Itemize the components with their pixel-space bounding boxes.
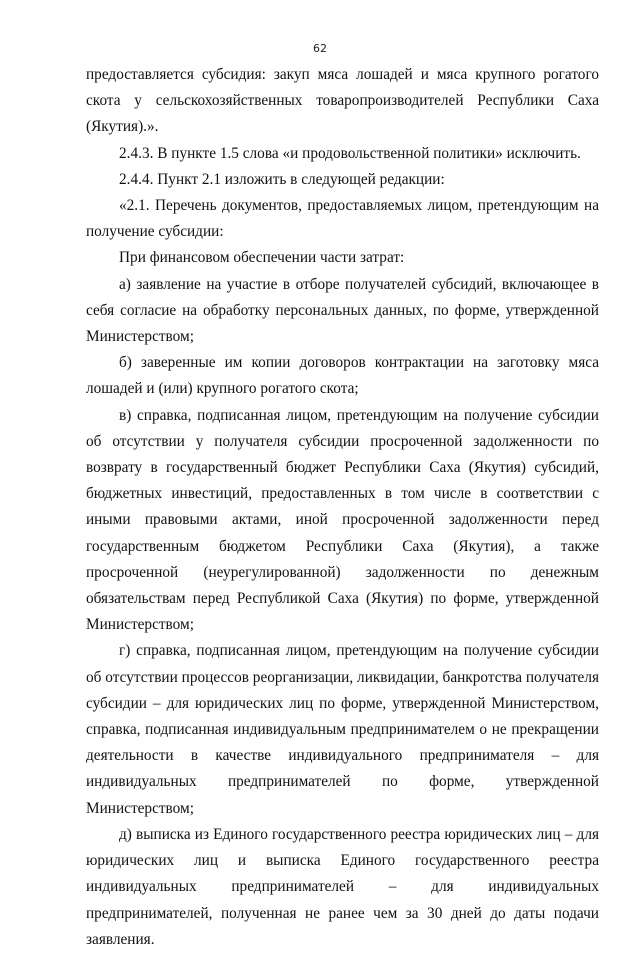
paragraph-cost-coverage: При финансовом обеспечении части затрат: [119, 249, 405, 267]
list-item-g: г) справка, подписанная лицом, претендующим на получение субсидии об отсутствии процессов реорганизации, ликвидации, банкротства получателя субсидии – для юридических лиц по форме, утвержденной Министерством, справка, подписанная индивидуальным предпринимателем о не прекращении деятельности в качестве индивидуального предпринимателя – для индивидуальных предпринимателей по форме, утвержденной Министерством; [86, 642, 599, 817]
page-number: 62 [313, 42, 327, 55]
document-body [86, 62, 599, 953]
paragraph-2-1-heading: «2.1. Перечень документов, предоставляемых лицом, претендующим на получение субсидии: [86, 197, 599, 241]
list-item-a: а) заявление на участие в отборе получателей субсидий, включающее в себя согласие на обработку персональных данных, по форме, утвержденной Министерством; [86, 275, 599, 346]
paragraph-2-4-3: 2.4.3. В пункте 1.5 слова «и продовольственной политики» исключить. [119, 144, 581, 162]
paragraph-continuation: предоставляется субсидия: закуп мяса лошадей и мяса крупного рогатого скота у сельскохозяйственных товаропроизводителей Республики Саха (Якутия).». [86, 66, 599, 136]
paragraph-2-4-4: 2.4.4. Пункт 2.1 изложить в следующей редакции: [119, 170, 445, 188]
list-item-d: д) выписка из Единого государственного реестра юридических лиц – для юридических лиц и выписка Единого государственного реестра индивидуальных предпринимателей – для индивидуальных предпринимателей, полученная не ранее чем за 30 дней до даты подачи заявления. [86, 825, 599, 948]
list-item-b: б) заверенные им копии договоров контрактации на заготовку мяса лошадей и (или) крупного рогатого скота; [86, 354, 599, 398]
list-item-v: в) справка, подписанная лицом, претендующим на получение субсидии об отсутствии у получателя субсидии просроченной задолженности по возврату в государственный бюджет Республики Саха (Якутия) субсидий, бюджетных инвестиций, предоставленных в том числе в соответствии с иными правовыми актами, иной просроченной задолженности перед государственным бюджетом Республики Саха (Якутия), а также просроченной (неурегулированной) задолженности по денежным обязательствам перед Республикой Саха (Якутия) по форме, утвержденной Министерством; [86, 406, 599, 634]
